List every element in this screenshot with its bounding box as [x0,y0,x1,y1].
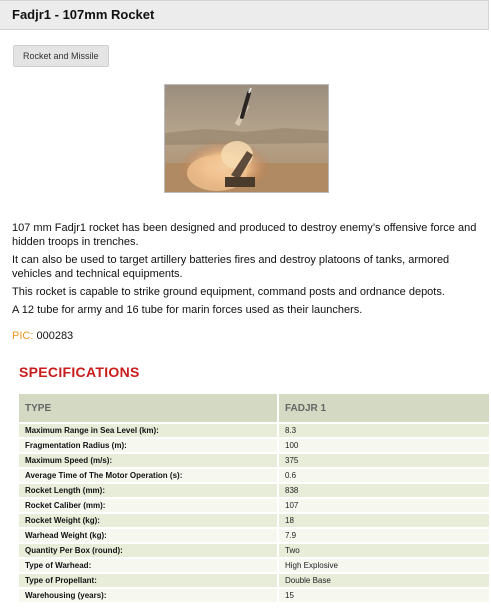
table-row [19,514,489,527]
table-row [19,439,489,452]
table-row [19,529,489,542]
pic-label: PIC: [12,330,34,342]
spec-value: Two [279,544,489,557]
description-paragraph: It can also be used to target artillery batteries fires and destroy platoons of tanks, armored vehicles and technical equipments. [12,254,450,280]
column-header-type: TYPE [19,394,279,422]
rocket-launch-photo [164,84,329,193]
spec-value: 107 [279,499,489,512]
spec-name: Fragmentation Radius (m): [19,439,279,452]
spec-name: Warhead Weight (kg): [19,529,279,542]
spec-name: Average Time of The Motor Operation (s): [19,469,279,482]
spec-name: Type of Propellant: [19,574,279,587]
spec-name: Quantity Per Box (round): [19,544,279,557]
table-row [19,484,489,497]
table-row [19,454,489,467]
spec-value: 838 [279,484,489,497]
spec-name: Warehousing (years): [19,589,279,602]
table-row [19,544,489,557]
spec-name: Rocket Length (mm): [19,484,279,497]
table-row [19,469,489,482]
spec-value: 100 [279,439,489,452]
spec-value: 18 [279,514,489,527]
description-paragraph: This rocket is capable to strike ground equipment, command posts and ordnance depots. [12,286,445,298]
description-paragraph: 107 mm Fadjr1 rocket has been designed and produced to destroy enemy’s offensive force and hidden troops in trenches. [12,222,477,248]
pic-reference [12,330,73,342]
spec-name: Rocket Weight (kg): [19,514,279,527]
spec-value: High Explosive [279,559,489,572]
description-paragraph: A 12 tube for army and 16 tube for marin forces used as their launchers. [12,304,363,316]
table-row [19,589,489,602]
table-row [19,424,489,437]
specifications-heading: SPECIFICATIONS [19,364,140,380]
spec-value: 7.9 [279,529,489,542]
spec-name: Type of Warhead: [19,559,279,572]
page-header [0,0,489,30]
table-row [19,499,489,512]
column-header-fadjr1: FADJR 1 [279,394,489,422]
spec-name: Rocket Caliber (mm): [19,499,279,512]
category-tag[interactable]: Rocket and Missile [13,45,109,67]
spec-name: Maximum Speed (m/s): [19,454,279,467]
table-row [19,574,489,587]
rocket-launch-image [165,85,329,193]
spec-value: 375 [279,454,489,467]
specifications-table [19,392,489,604]
spec-value: 0.6 [279,469,489,482]
table-header-row [19,394,489,422]
spec-value: Double Base [279,574,489,587]
page-title: Fadjr1 - 107mm Rocket [12,7,155,22]
table-row [19,559,489,572]
spec-value: 8.3 [279,424,489,437]
pic-value: 000283 [36,330,74,342]
spec-name: Maximum Range in Sea Level (km): [19,424,279,437]
spec-value: 15 [279,589,489,602]
